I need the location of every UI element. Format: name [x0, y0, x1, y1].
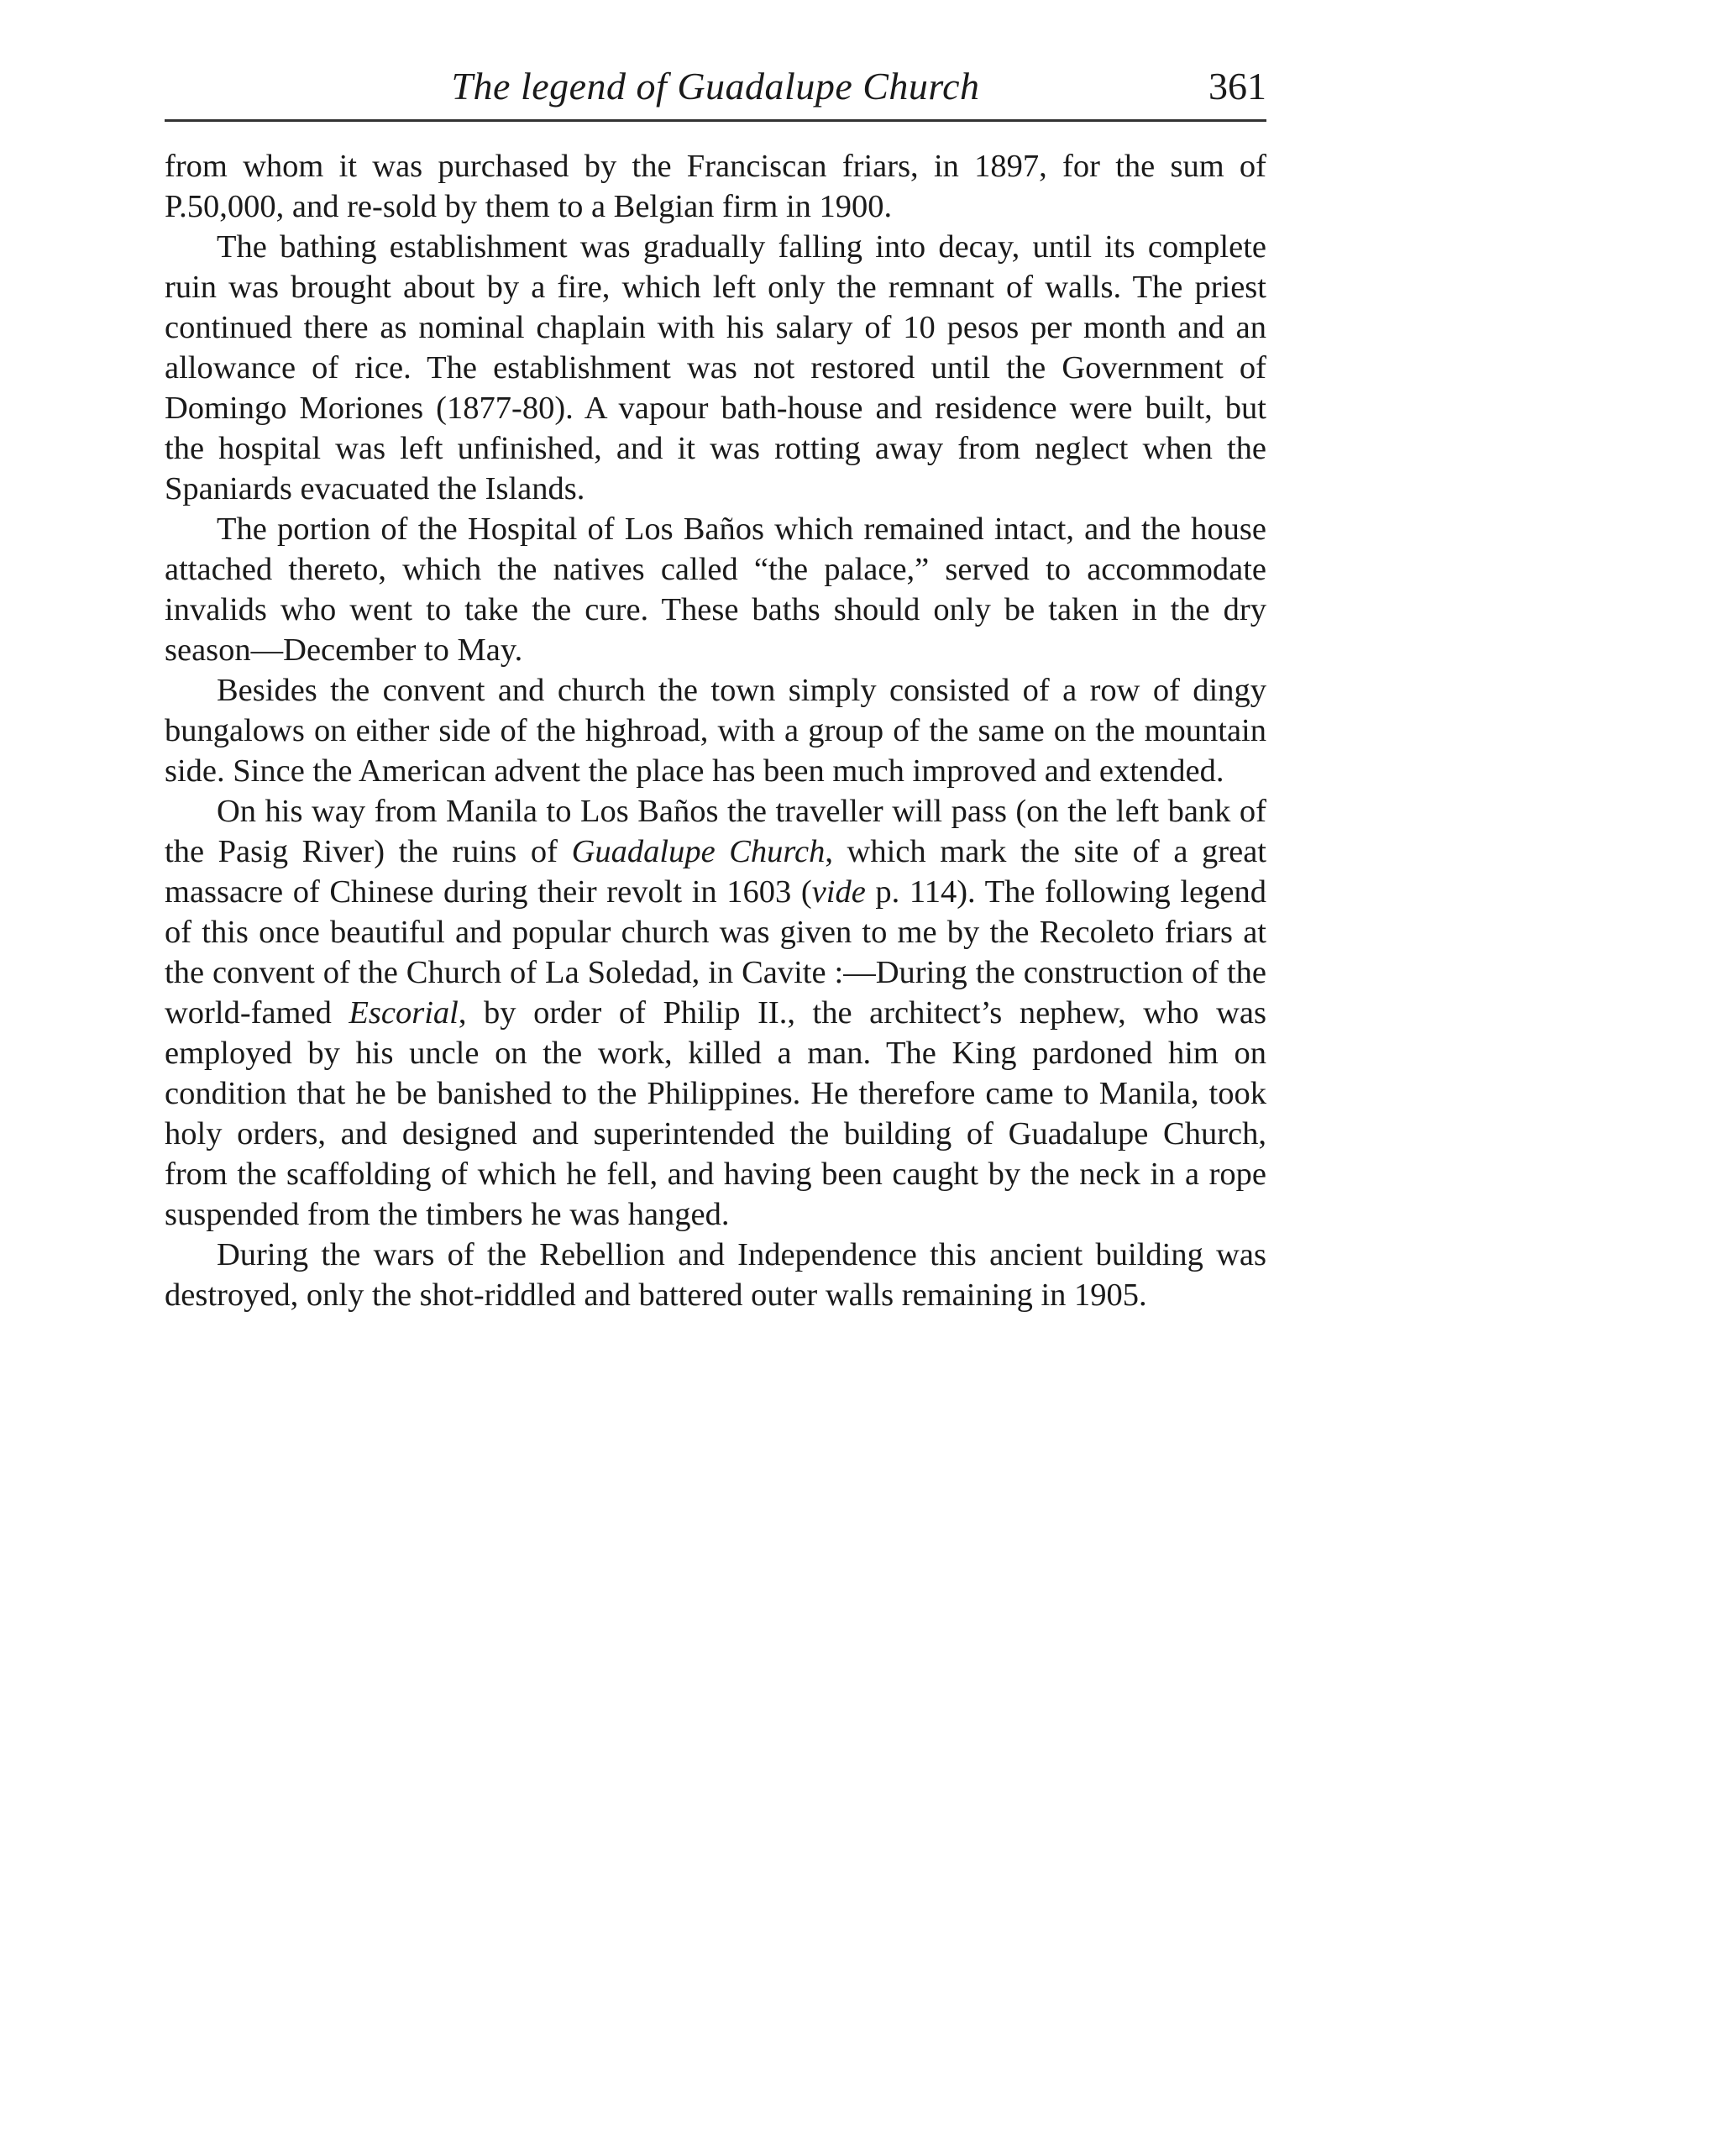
- legend-italic-escorial: Escorial: [349, 995, 459, 1031]
- legend-text-3: p. 114). The following legend of this once beautiful and popular church was given to me by the Recoleto friars at the convent of the Church of La Soledad, in Cavite :—During the construction of the world-famed: [165, 874, 1266, 1031]
- legend-text-1: On his way from Manila to Los Baños the traveller will pass (on the left bank of the Pasig River) the ruins of: [165, 794, 1266, 869]
- legend-italic-guadalupe-church: Guadalupe Church: [571, 834, 826, 869]
- paragraph-bathing-establishment: The bathing establishment was gradually falling into decay, until its complete ruin was brought about by a fire, which left only the remnant of walls. The priest continued there as nominal chaplain with his salary of 10 pesos per month and an allowance of rice. The establishment was not restored until the Government of Domingo Moriones (1877-80). A vapour bath-house and residence were built, but the hospital was left unfinished, and it was rotting away from neglect when the Spaniards evacuated the Islands.: [165, 229, 1266, 506]
- running-head: [165, 59, 1266, 123]
- paragraph-wars: During the wars of the Rebellion and Independence this ancient building was destroyed, only the shot-riddled and battered outer walls remaining in 1905.: [165, 1237, 1266, 1313]
- page-number: 361: [1208, 65, 1266, 108]
- paragraph-town-description: Besides the convent and church the town simply consisted of a row of dingy bungalows on either side of the highroad, with a group of the same on the mountain side. Since the American advent the place has been much improved and extended.: [165, 673, 1266, 789]
- paragraph-hospital-los-banos: The portion of the Hospital of Los Baños which remained intact, and the house attached thereto, which the natives called “the palace,” served to accommodate invalids who went to take the cure. These baths should only be taken in the dry season—December to May.: [165, 511, 1266, 668]
- book-page: [165, 59, 1266, 1315]
- legend-text-2: , which mark the site of a great massacre of Chinese during their revolt in 1603 (: [165, 834, 1266, 910]
- legend-italic-vide: vide: [811, 874, 866, 910]
- legend-text-4: , by order of Philip II., the architect’s nephew, who was employed by his uncle on the work, killed a man. The King pardoned him on condition that he be banished to the Philippines. He therefore came to Manila, took holy orders, and designed and superintended the building of Guadalupe Church, from the scaffolding of which he fell, and having been caught by the neck in a rope suspended from the timbers he was hanged.: [165, 995, 1266, 1232]
- running-head-title: The legend of Guadalupe Church: [451, 65, 980, 108]
- body-text: [165, 146, 1266, 1315]
- paragraph-continued: from whom it was purchased by the Franciscan friars, in 1897, for the sum of P.50,000, and re-sold by them to a Belgian firm in 1900.: [165, 149, 1266, 224]
- header-rule: [165, 119, 1266, 122]
- paragraph-guadalupe-legend: [165, 791, 1266, 1235]
